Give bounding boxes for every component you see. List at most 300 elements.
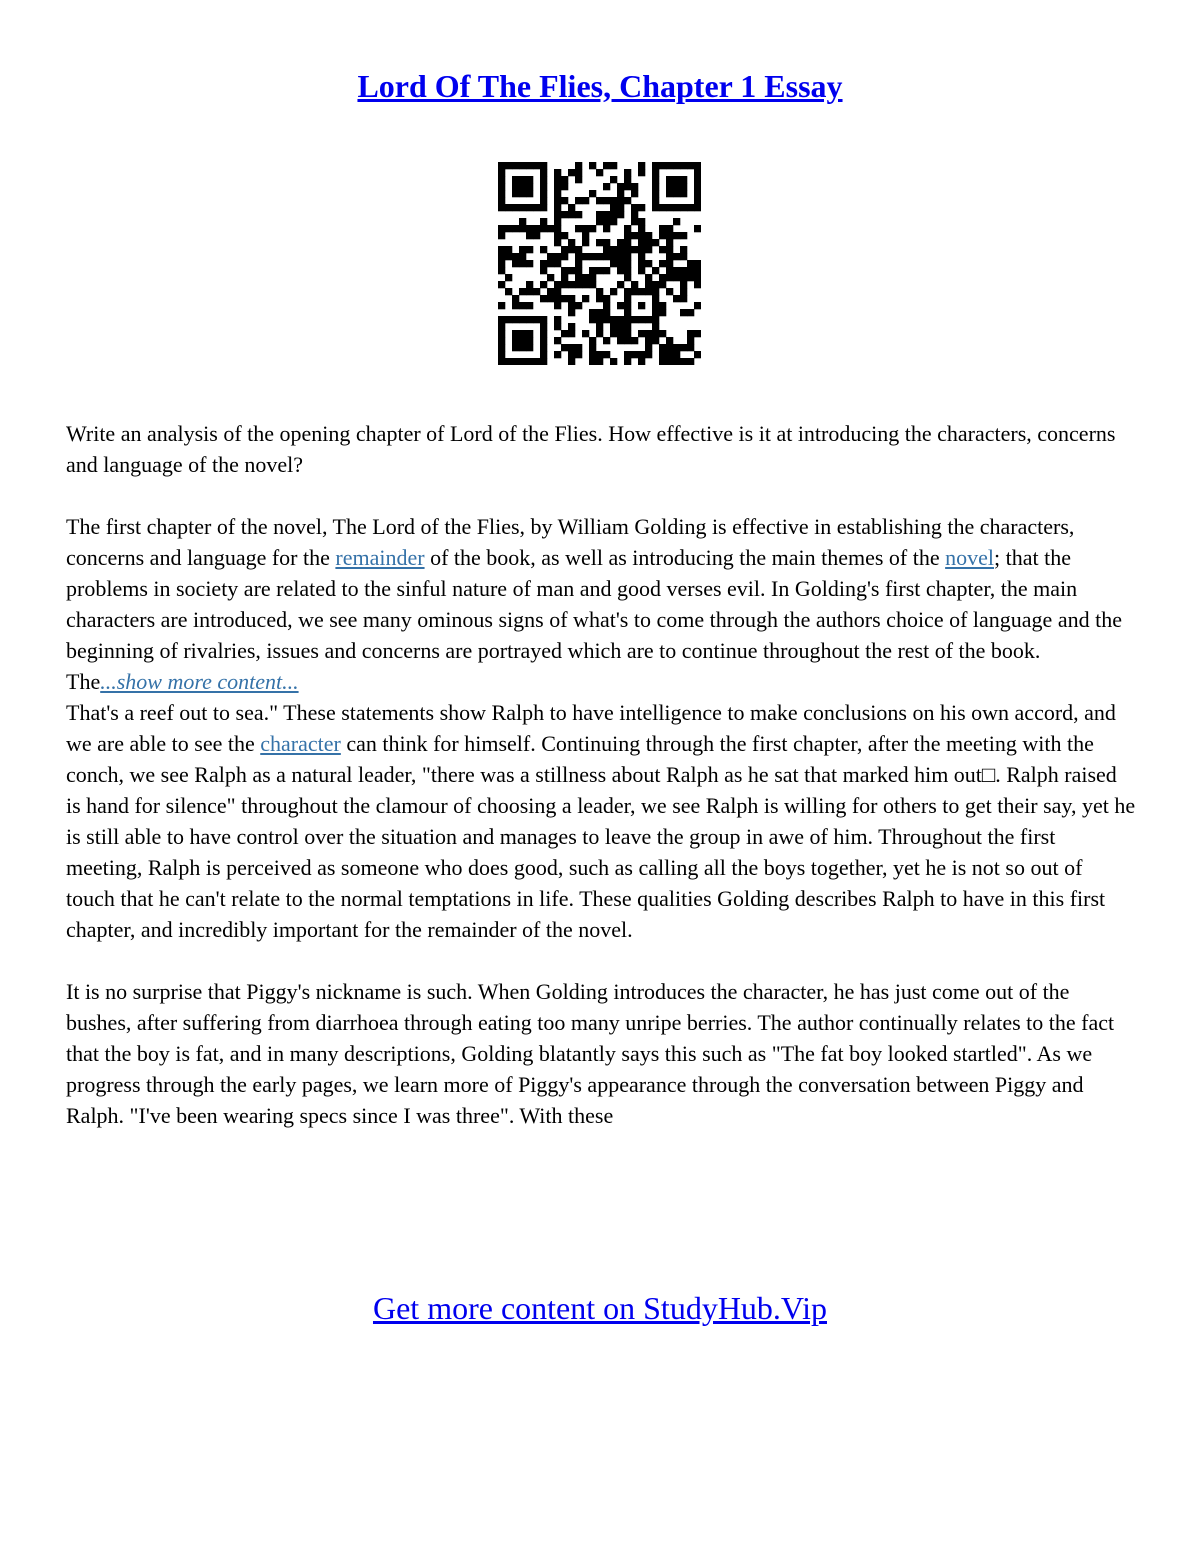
qr-module (512, 337, 519, 344)
paragraph-gap (66, 945, 1136, 976)
qr-module (659, 204, 666, 211)
qr-module (645, 239, 652, 246)
qr-module (610, 218, 617, 225)
qr-module (547, 288, 554, 295)
qr-module (680, 344, 687, 351)
qr-module (575, 176, 582, 183)
qr-module (673, 358, 680, 365)
qr-module (694, 267, 701, 274)
qr-module (575, 246, 582, 253)
qr-module (533, 316, 540, 323)
qr-module (617, 183, 624, 190)
qr-module (603, 316, 610, 323)
qr-module (519, 176, 526, 183)
qr-module (589, 316, 596, 323)
qr-module (582, 295, 589, 302)
qr-module (687, 330, 694, 337)
qr-module (624, 358, 631, 365)
qr-module (505, 253, 512, 260)
qr-module (575, 253, 582, 260)
qr-module (589, 267, 596, 274)
qr-module (659, 330, 666, 337)
qr-module (568, 211, 575, 218)
qr-module (638, 351, 645, 358)
remainder-link[interactable]: remainder (335, 545, 425, 570)
qr-module (561, 211, 568, 218)
show-more-link[interactable]: ...show more content... (100, 669, 299, 694)
qr-module (596, 323, 603, 330)
qr-module (540, 323, 547, 330)
qr-module (526, 337, 533, 344)
qr-module (659, 225, 666, 232)
qr-module (526, 344, 533, 351)
title-link[interactable]: Lord Of The Flies, Chapter 1 Essay (357, 68, 843, 104)
qr-module (603, 225, 610, 232)
qr-module (589, 358, 596, 365)
qr-module (512, 162, 519, 169)
qr-module (575, 162, 582, 169)
qr-module (519, 337, 526, 344)
qr-module (505, 246, 512, 253)
qr-module (694, 260, 701, 267)
qr-module (533, 162, 540, 169)
qr-module (561, 274, 568, 281)
qr-module (680, 274, 687, 281)
qr-module (596, 358, 603, 365)
qr-module (533, 204, 540, 211)
qr-module (547, 295, 554, 302)
qr-module (680, 232, 687, 239)
qr-module (519, 225, 526, 232)
qr-module (505, 204, 512, 211)
qr-module (561, 281, 568, 288)
character-link[interactable]: character (260, 731, 341, 756)
qr-module (631, 281, 638, 288)
qr-module (554, 218, 561, 225)
qr-module (498, 176, 505, 183)
qr-module (666, 253, 673, 260)
qr-module (624, 169, 631, 176)
qr-module (659, 274, 666, 281)
qr-module (652, 169, 659, 176)
qr-module (547, 260, 554, 267)
qr-module (554, 351, 561, 358)
qr-module (540, 176, 547, 183)
qr-module (540, 183, 547, 190)
qr-module (666, 274, 673, 281)
qr-module (638, 358, 645, 365)
qr-module (575, 351, 582, 358)
qr-module (498, 323, 505, 330)
qr-module (554, 337, 561, 344)
qr-module (498, 183, 505, 190)
qr-module (694, 176, 701, 183)
qr-module (694, 351, 701, 358)
qr-module (645, 288, 652, 295)
qr-module (666, 190, 673, 197)
qr-module (519, 260, 526, 267)
qr-module (687, 337, 694, 344)
studyhub-link[interactable]: Get more content on StudyHub.Vip (372, 1290, 827, 1326)
qr-module (652, 330, 659, 337)
qr-module (575, 274, 582, 281)
qr-module (519, 316, 526, 323)
qr-module (666, 288, 673, 295)
qr-module (512, 176, 519, 183)
qr-module (603, 351, 610, 358)
qr-module (526, 260, 533, 267)
qr-module (645, 281, 652, 288)
qr-module (540, 295, 547, 302)
qr-module (631, 183, 638, 190)
qr-module (680, 288, 687, 295)
novel-link[interactable]: novel (945, 545, 994, 570)
qr-module (526, 225, 533, 232)
qr-module (617, 211, 624, 218)
qr-module (589, 309, 596, 316)
qr-module (610, 197, 617, 204)
qr-module (694, 162, 701, 169)
qr-module (568, 239, 575, 246)
qr-module (519, 204, 526, 211)
qr-module (673, 183, 680, 190)
qr-module (505, 288, 512, 295)
qr-module (680, 183, 687, 190)
qr-module (659, 246, 666, 253)
qr-module (498, 225, 505, 232)
qr-module (694, 183, 701, 190)
qr-module (575, 281, 582, 288)
qr-module (575, 302, 582, 309)
qr-module (589, 281, 596, 288)
qr-module (652, 197, 659, 204)
qr-module (596, 288, 603, 295)
qr-module (666, 337, 673, 344)
qr-module (498, 316, 505, 323)
qr-module (645, 232, 652, 239)
paragraph-1-text-b: of the book, as well as introducing the main themes of the (424, 545, 946, 570)
qr-module (505, 162, 512, 169)
qr-module (666, 239, 673, 246)
qr-module (561, 330, 568, 337)
qr-module (617, 337, 624, 344)
qr-module (596, 330, 603, 337)
qr-module (568, 358, 575, 365)
qr-module (554, 169, 561, 176)
qr-module (652, 323, 659, 330)
qr-module (596, 316, 603, 323)
qr-module (652, 337, 659, 344)
qr-module (631, 337, 638, 344)
qr-module (589, 225, 596, 232)
qr-module (687, 204, 694, 211)
qr-module (673, 295, 680, 302)
qr-module (638, 260, 645, 267)
qr-module (589, 190, 596, 197)
qr-module (652, 239, 659, 246)
qr-module (666, 162, 673, 169)
qr-module (687, 358, 694, 365)
qr-module (610, 260, 617, 267)
essay-paragraph-2 (66, 697, 1136, 945)
qr-module (526, 316, 533, 323)
qr-module (540, 246, 547, 253)
qr-module (596, 218, 603, 225)
qr-module (575, 169, 582, 176)
qr-module (687, 267, 694, 274)
qr-module (589, 253, 596, 260)
qr-module (561, 295, 568, 302)
qr-module (638, 162, 645, 169)
qr-module (624, 197, 631, 204)
qr-module (596, 169, 603, 176)
qr-module (631, 190, 638, 197)
qr-module (652, 288, 659, 295)
qr-module (659, 162, 666, 169)
qr-module (673, 232, 680, 239)
qr-module (596, 239, 603, 246)
qr-module (575, 211, 582, 218)
qr-module (645, 274, 652, 281)
qr-module (540, 267, 547, 274)
qr-module (617, 267, 624, 274)
qr-module (694, 204, 701, 211)
qr-module (554, 302, 561, 309)
qr-module (624, 316, 631, 323)
qr-module (519, 344, 526, 351)
qr-module (498, 281, 505, 288)
qr-module (687, 274, 694, 281)
qr-module (582, 330, 589, 337)
qr-module (638, 246, 645, 253)
qr-module (610, 253, 617, 260)
qr-module (526, 302, 533, 309)
qr-module (617, 239, 624, 246)
qr-module (582, 281, 589, 288)
qr-module (659, 260, 666, 267)
qr-module (659, 344, 666, 351)
qr-module (666, 267, 673, 274)
qr-module (498, 358, 505, 365)
qr-module (603, 309, 610, 316)
qr-module (645, 330, 652, 337)
paragraph-2-text-a: That's a reef out to sea." These statements show Ralph to have intelligence to make conclusions on his own accord, and we are able to see the (66, 700, 1116, 756)
qr-module (540, 218, 547, 225)
qr-module (554, 183, 561, 190)
qr-module (638, 267, 645, 274)
qr-module (554, 190, 561, 197)
qr-module (540, 169, 547, 176)
qr-module (540, 351, 547, 358)
qr-module (687, 309, 694, 316)
qr-module (568, 169, 575, 176)
qr-module (652, 190, 659, 197)
qr-module (666, 176, 673, 183)
qr-module (652, 183, 659, 190)
qr-module (547, 274, 554, 281)
qr-module (603, 162, 610, 169)
qr-module (568, 351, 575, 358)
qr-module (673, 218, 680, 225)
qr-module (582, 253, 589, 260)
qr-module (680, 246, 687, 253)
qr-module (680, 358, 687, 365)
qr-module (540, 197, 547, 204)
qr-module (624, 260, 631, 267)
qr-module (568, 302, 575, 309)
qr-module (561, 183, 568, 190)
qr-module (512, 225, 519, 232)
qr-module (624, 288, 631, 295)
qr-module (687, 260, 694, 267)
qr-module (554, 281, 561, 288)
qr-module (505, 316, 512, 323)
qr-module (610, 316, 617, 323)
qr-module (498, 351, 505, 358)
qr-module (554, 211, 561, 218)
qr-module (666, 232, 673, 239)
qr-module (645, 337, 652, 344)
qr-module (638, 225, 645, 232)
qr-module (561, 197, 568, 204)
qr-module (519, 288, 526, 295)
qr-module (554, 288, 561, 295)
qr-module (589, 351, 596, 358)
qr-module (673, 344, 680, 351)
qr-module (603, 253, 610, 260)
qr-module (533, 288, 540, 295)
qr-module (694, 197, 701, 204)
qr-module (624, 351, 631, 358)
qr-module (568, 204, 575, 211)
qr-module (631, 232, 638, 239)
qr-module (610, 204, 617, 211)
qr-module (645, 246, 652, 253)
qr-module (666, 204, 673, 211)
qr-module (631, 211, 638, 218)
qr-module (680, 295, 687, 302)
qr-module (624, 295, 631, 302)
qr-module (533, 358, 540, 365)
qr-module (652, 162, 659, 169)
qr-module (624, 225, 631, 232)
qr-module (652, 316, 659, 323)
qr-module (526, 162, 533, 169)
qr-module (498, 162, 505, 169)
qr-module (610, 288, 617, 295)
qr-module (512, 253, 519, 260)
qr-module (652, 302, 659, 309)
qr-module (512, 344, 519, 351)
qr-module (596, 351, 603, 358)
qr-module (568, 330, 575, 337)
qr-module (617, 330, 624, 337)
qr-module (624, 267, 631, 274)
qr-module (666, 246, 673, 253)
qr-module (659, 358, 666, 365)
qr-module (561, 176, 568, 183)
qr-module (533, 232, 540, 239)
qr-module (603, 302, 610, 309)
qr-module (547, 253, 554, 260)
qr-module (575, 225, 582, 232)
qr-module (610, 323, 617, 330)
qr-module (512, 302, 519, 309)
qr-module (561, 253, 568, 260)
qr-module (526, 232, 533, 239)
qr-module (603, 239, 610, 246)
qr-module (610, 176, 617, 183)
qr-module (652, 309, 659, 316)
qr-module (575, 344, 582, 351)
qr-code-icon (498, 162, 701, 365)
qr-module (631, 351, 638, 358)
qr-module (505, 274, 512, 281)
qr-module (624, 239, 631, 246)
qr-module (645, 344, 652, 351)
footer (0, 1288, 1200, 1328)
qr-module (540, 190, 547, 197)
qr-module (526, 358, 533, 365)
qr-module (694, 169, 701, 176)
qr-module (680, 267, 687, 274)
qr-module (575, 260, 582, 267)
qr-module (603, 211, 610, 218)
qr-module (666, 183, 673, 190)
qr-module (680, 162, 687, 169)
qr-module (526, 246, 533, 253)
qr-module (659, 302, 666, 309)
qr-module (687, 344, 694, 351)
qr-module (680, 281, 687, 288)
qr-module (638, 316, 645, 323)
qr-module (561, 344, 568, 351)
qr-module (582, 197, 589, 204)
qr-module (554, 239, 561, 246)
qr-module (498, 190, 505, 197)
qr-module (540, 358, 547, 365)
qr-module (610, 330, 617, 337)
qr-module (533, 225, 540, 232)
qr-module (554, 295, 561, 302)
qr-module (512, 295, 519, 302)
document-title (0, 64, 1200, 108)
qr-module (638, 288, 645, 295)
essay-body (66, 418, 1136, 1131)
qr-module (638, 330, 645, 337)
qr-module (694, 302, 701, 309)
qr-module (638, 239, 645, 246)
qr-module (617, 246, 624, 253)
qr-module (568, 246, 575, 253)
qr-module (554, 260, 561, 267)
qr-module (610, 358, 617, 365)
qr-module (589, 344, 596, 351)
qr-module (673, 351, 680, 358)
qr-module (554, 316, 561, 323)
qr-module (568, 295, 575, 302)
qr-module (680, 253, 687, 260)
qr-module (582, 225, 589, 232)
qr-module (519, 358, 526, 365)
qr-module (498, 260, 505, 267)
qr-module (603, 197, 610, 204)
qr-module (673, 253, 680, 260)
qr-module (617, 190, 624, 197)
qr-module (526, 281, 533, 288)
qr-module (617, 323, 624, 330)
qr-module (638, 204, 645, 211)
